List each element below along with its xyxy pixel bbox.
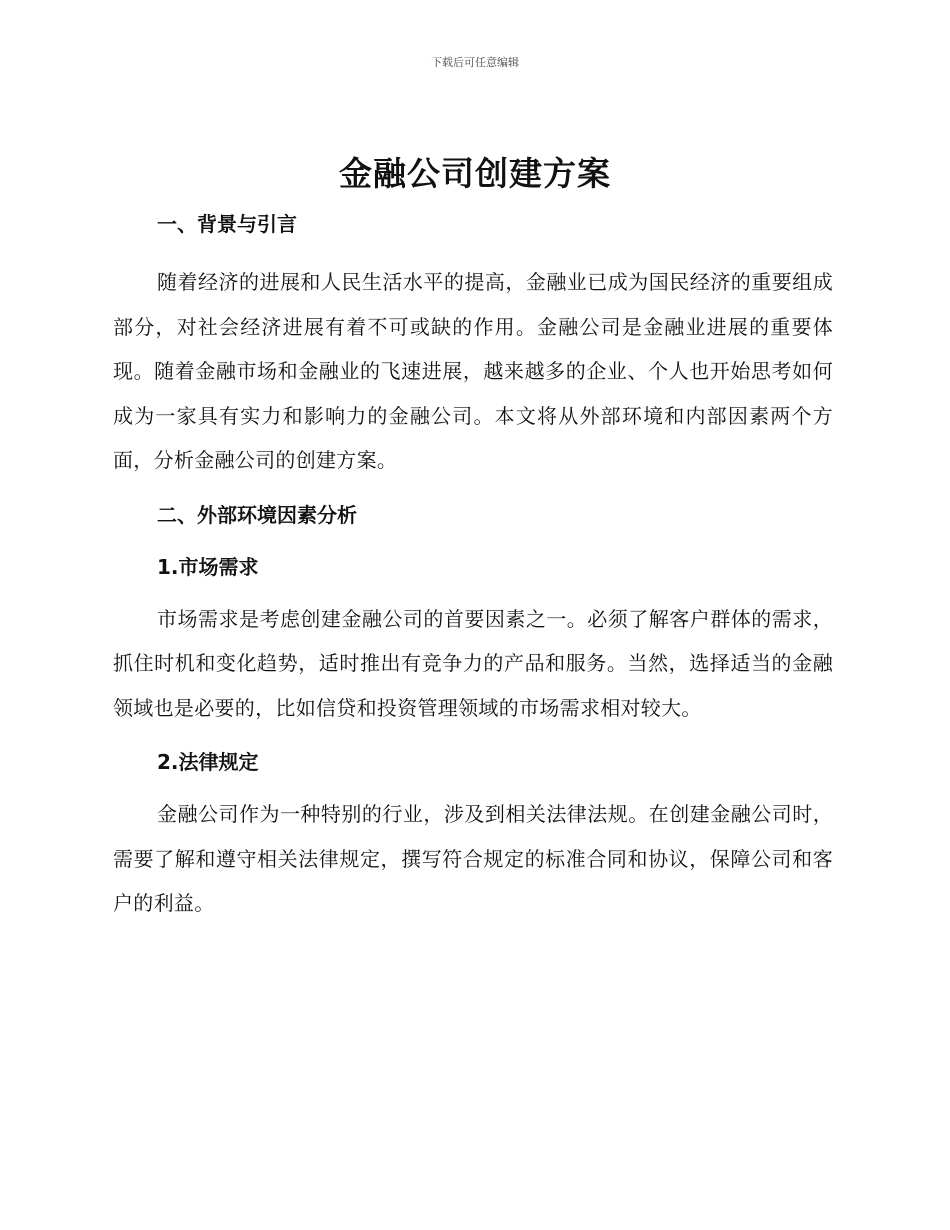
paragraph-background: 随着经济的进展和人民生活水平的提高，金融业已成为国民经济的重要组成部分，对社会经济进展有着不可或缺的作用。金融公司是金融业进展的重要体现。随着金融市场和金融业的飞速进展，越来越多的企业、个人也开始思考如何成为一家具有实力和影响力的金融公司。本文将从外部环境和内部因素两个方面，分析金融公司的创建方案。 xyxy=(113,270,833,472)
section-heading-background: 一、背景与引言 xyxy=(157,212,297,236)
paragraph-legal: 金融公司作为一种特别的行业，涉及到相关法律法规。在创建金融公司时，需要了解和遵守相关法律规定，撰写符合规定的标准合同和协议，保障公司和客户的利益。 xyxy=(113,802,833,915)
document-body xyxy=(113,204,833,926)
subsection-heading-legal: 2.法律规定 xyxy=(157,750,259,774)
section-heading-external-factors: 二、外部环境因素分析 xyxy=(157,502,357,527)
subsection-heading-market-demand: 1.市场需求 xyxy=(157,554,259,579)
page-header-note: 下载后可任意编辑 xyxy=(431,56,519,69)
document-title: 金融公司创建方案 xyxy=(339,154,611,193)
paragraph-market-demand: 市场需求是考虑创建金融公司的首要因素之一。必须了解客户群体的需求，抓住时机和变化趋势，适时推出有竞争力的产品和服务。当然，选择适当的金融领域也是必要的，比如信贷和投资管理领域的市场需求相对较大。 xyxy=(113,606,833,720)
